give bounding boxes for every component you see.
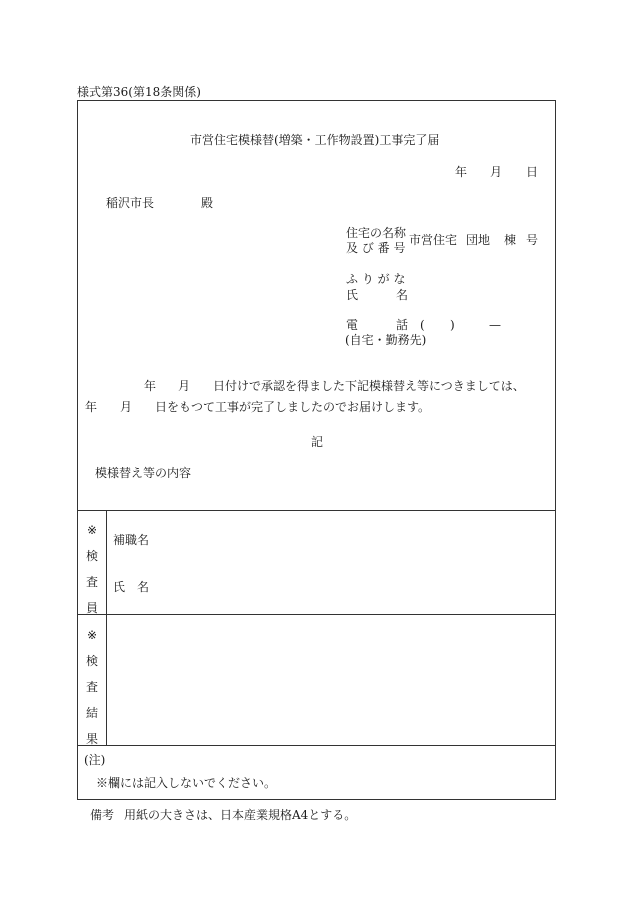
inspector-mark: ※ [86, 523, 98, 537]
inspector-char: 員 [85, 601, 98, 615]
housing-label-1: 住宅の名称 [346, 226, 407, 240]
body-line2-year: 年 [85, 400, 98, 414]
housing-danchi: 団地 [466, 233, 491, 247]
result-char: 査 [85, 680, 98, 694]
phone-label-2: 話 [396, 318, 409, 332]
result-char: 結 [85, 706, 98, 720]
name-label-1: 氏 [346, 288, 359, 302]
column-divider [106, 510, 107, 745]
addressee-honorific: 殿 [201, 196, 214, 210]
result-char: 果 [85, 732, 98, 746]
body-line2-text: 日をもつて工事が完了しましたのでお届けします。 [155, 400, 431, 414]
inspector-vertical-label [82, 517, 102, 621]
body-line2-month: 月 [120, 400, 133, 414]
body-line1-text: 日付けで承認を得ました下記模様替え等につきましては、 [213, 379, 525, 393]
note-text: ※欄には記入しないでください。 [96, 776, 277, 790]
result-char: 検 [85, 654, 98, 668]
form-number: 様式第36(第18条関係) [77, 85, 201, 99]
date-month: 月 [490, 165, 503, 179]
name-label-2: 名 [396, 288, 409, 302]
inspector-name-label-2: 名 [137, 580, 150, 594]
body-line1-year: 年 [144, 379, 157, 393]
housing-value: 市営住宅 [409, 233, 458, 247]
furigana-label: ふ り が な [346, 272, 406, 286]
divider-line [77, 745, 556, 746]
body-line1-month: 月 [178, 379, 191, 393]
phone-label-1: 電 [346, 318, 359, 332]
date-day: 日 [526, 165, 539, 179]
note-label: (注) [84, 753, 106, 767]
phone-note: (自宅・勤務先) [345, 333, 427, 347]
addressee-name: 稲沢市長 [106, 196, 155, 210]
inspector-char: 査 [85, 575, 98, 589]
assistant-label: 補職名 [113, 533, 150, 547]
inspector-name-label-1: 氏 [113, 580, 126, 594]
result-mark: ※ [86, 628, 98, 642]
remark-text: 用紙の大きさは、日本産業規格A4とする。 [124, 808, 357, 822]
remark-label: 備考 [90, 808, 115, 822]
housing-room: 号 [526, 233, 539, 247]
date-year: 年 [455, 165, 468, 179]
phone-paren-open: ( [420, 318, 425, 332]
housing-label-2: 及 び 番 号 [346, 241, 406, 255]
phone-dash: — [489, 318, 501, 332]
inspector-char: 検 [85, 549, 98, 563]
ki-mark: 記 [311, 435, 324, 449]
phone-paren-close: ) [450, 318, 455, 332]
divider-line [77, 614, 556, 615]
housing-building: 棟 [504, 233, 517, 247]
form-title: 市営住宅模様替(増築・工作物設置)工事完了届 [190, 133, 440, 147]
contents-label: 模様替え等の内容 [95, 466, 192, 480]
divider-line [77, 510, 556, 511]
result-vertical-label [82, 622, 102, 752]
